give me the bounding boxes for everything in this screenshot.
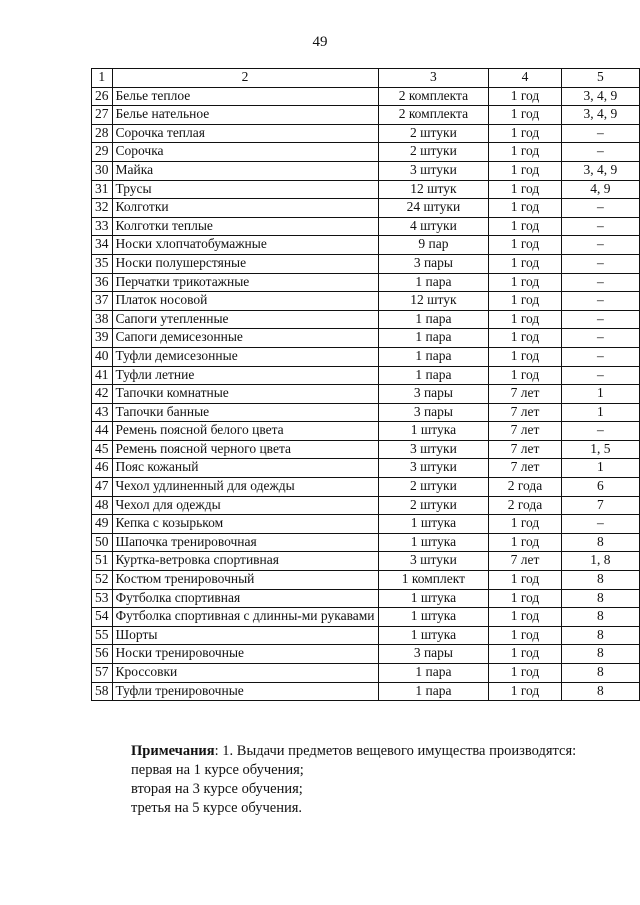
item-notes: – — [561, 422, 639, 441]
row-number: 37 — [92, 292, 113, 311]
item-quantity: 2 штуки — [378, 143, 489, 162]
item-quantity: 12 штук — [378, 180, 489, 199]
row-number: 51 — [92, 552, 113, 571]
item-name: Чехол для одежды — [112, 496, 378, 515]
item-notes: 1, 5 — [561, 440, 639, 459]
item-name: Тапочки банные — [112, 403, 378, 422]
row-number: 57 — [92, 664, 113, 683]
item-notes: – — [561, 329, 639, 348]
item-name: Футболка спортивная — [112, 589, 378, 608]
item-notes: 8 — [561, 626, 639, 645]
item-quantity: 1 пара — [378, 347, 489, 366]
wear-period: 1 год — [489, 124, 561, 143]
wear-period: 1 год — [489, 645, 561, 664]
row-number: 26 — [92, 87, 113, 106]
row-number: 42 — [92, 385, 113, 404]
item-notes: – — [561, 143, 639, 162]
wear-period: 7 лет — [489, 459, 561, 478]
item-name: Куртка-ветровка спортивная — [112, 552, 378, 571]
wear-period: 1 год — [489, 347, 561, 366]
clothing-allowance-table — [91, 68, 640, 701]
item-notes: – — [561, 217, 639, 236]
wear-period: 7 лет — [489, 422, 561, 441]
item-notes: 1 — [561, 459, 639, 478]
item-notes: 8 — [561, 664, 639, 683]
note-line: вторая на 3 курсе обучения; — [131, 781, 303, 797]
table-row — [92, 459, 640, 478]
notes-first-paragraph — [91, 742, 611, 761]
page-number: 49 — [312, 34, 328, 50]
item-name: Платок носовой — [112, 292, 378, 311]
row-number: 54 — [92, 608, 113, 627]
item-notes: – — [561, 254, 639, 273]
item-notes: – — [561, 310, 639, 329]
table-row — [92, 87, 640, 106]
item-name: Сорочка теплая — [112, 124, 378, 143]
item-notes: 1 — [561, 385, 639, 404]
item-name: Ремень поясной белого цвета — [112, 422, 378, 441]
wear-period: 1 год — [489, 254, 561, 273]
table-header-row — [92, 69, 640, 88]
item-quantity: 1 комплект — [378, 571, 489, 590]
item-name: Футболка спортивная с длинны-ми рукавами — [112, 608, 378, 627]
item-notes: 8 — [561, 589, 639, 608]
item-name: Трусы — [112, 180, 378, 199]
row-number: 32 — [92, 199, 113, 218]
item-name: Майка — [112, 161, 378, 180]
column-header: 2 — [112, 69, 378, 88]
notes-section — [91, 742, 611, 818]
item-notes: – — [561, 366, 639, 385]
item-quantity: 1 штука — [378, 422, 489, 441]
row-number: 30 — [92, 161, 113, 180]
wear-period: 1 год — [489, 217, 561, 236]
item-notes: – — [561, 515, 639, 534]
table-row — [92, 496, 640, 515]
wear-period: 1 год — [489, 626, 561, 645]
item-name: Носки полушерстяные — [112, 254, 378, 273]
item-name: Чехол удлиненный для одежды — [112, 478, 378, 497]
item-name: Ремень поясной черного цвета — [112, 440, 378, 459]
item-quantity: 3 штуки — [378, 440, 489, 459]
table-row — [92, 385, 640, 404]
item-name: Шорты — [112, 626, 378, 645]
item-name: Туфли летние — [112, 366, 378, 385]
wear-period: 2 года — [489, 478, 561, 497]
wear-period: 1 год — [489, 292, 561, 311]
note-line: третья на 5 курсе обучения. — [131, 800, 303, 816]
column-header: 4 — [489, 69, 561, 88]
item-quantity: 3 пары — [378, 645, 489, 664]
wear-period: 1 год — [489, 180, 561, 199]
row-number: 56 — [92, 645, 113, 664]
row-number: 46 — [92, 459, 113, 478]
item-quantity: 1 пара — [378, 366, 489, 385]
item-quantity: 1 пара — [378, 273, 489, 292]
row-number: 52 — [92, 571, 113, 590]
wear-period: 1 год — [489, 589, 561, 608]
item-name: Тапочки комнатные — [112, 385, 378, 404]
table-row — [92, 589, 640, 608]
item-quantity: 1 пара — [378, 664, 489, 683]
wear-period: 7 лет — [489, 552, 561, 571]
wear-period: 2 года — [489, 496, 561, 515]
row-number: 39 — [92, 329, 113, 348]
item-notes: – — [561, 124, 639, 143]
item-quantity: 1 штука — [378, 608, 489, 627]
item-quantity: 1 штука — [378, 515, 489, 534]
item-quantity: 2 комплекта — [378, 106, 489, 125]
table-row — [92, 124, 640, 143]
wear-period: 1 год — [489, 515, 561, 534]
item-quantity: 3 пары — [378, 385, 489, 404]
item-quantity: 2 штуки — [378, 124, 489, 143]
wear-period: 1 год — [489, 571, 561, 590]
note-line: первая на 1 курсе обучения; — [131, 762, 304, 778]
table-row — [92, 143, 640, 162]
item-name: Сапоги утепленные — [112, 310, 378, 329]
item-name: Костюм тренировочный — [112, 571, 378, 590]
wear-period: 1 год — [489, 161, 561, 180]
item-name: Белье нательное — [112, 106, 378, 125]
item-name: Туфли демисезонные — [112, 347, 378, 366]
row-number: 45 — [92, 440, 113, 459]
item-name: Туфли тренировочные — [112, 682, 378, 701]
item-quantity: 3 пары — [378, 403, 489, 422]
item-quantity: 4 штуки — [378, 217, 489, 236]
table-row — [92, 645, 640, 664]
row-number: 43 — [92, 403, 113, 422]
row-number: 36 — [92, 273, 113, 292]
row-number: 55 — [92, 626, 113, 645]
item-name: Кепка с козырьком — [112, 515, 378, 534]
row-number: 58 — [92, 682, 113, 701]
row-number: 34 — [92, 236, 113, 255]
row-number: 28 — [92, 124, 113, 143]
item-notes: 4, 9 — [561, 180, 639, 199]
wear-period: 1 год — [489, 143, 561, 162]
item-quantity: 1 штука — [378, 626, 489, 645]
item-notes: 3, 4, 9 — [561, 161, 639, 180]
item-quantity: 3 штуки — [378, 459, 489, 478]
row-number: 27 — [92, 106, 113, 125]
row-number: 29 — [92, 143, 113, 162]
table-row — [92, 217, 640, 236]
column-header: 3 — [378, 69, 489, 88]
table-row — [92, 515, 640, 534]
item-quantity: 9 пар — [378, 236, 489, 255]
item-notes: 8 — [561, 645, 639, 664]
item-name: Пояс кожаный — [112, 459, 378, 478]
row-number: 44 — [92, 422, 113, 441]
item-quantity: 1 штука — [378, 589, 489, 608]
table-row — [92, 682, 640, 701]
item-notes: 6 — [561, 478, 639, 497]
item-quantity: 2 комплекта — [378, 87, 489, 106]
item-quantity: 1 пара — [378, 329, 489, 348]
table-row — [92, 440, 640, 459]
table-row — [92, 664, 640, 683]
row-number: 33 — [92, 217, 113, 236]
item-name: Перчатки трикотажные — [112, 273, 378, 292]
item-notes: 8 — [561, 571, 639, 590]
item-quantity: 24 штуки — [378, 199, 489, 218]
wear-period: 1 год — [489, 608, 561, 627]
row-number: 50 — [92, 533, 113, 552]
item-name: Шапочка тренировочная — [112, 533, 378, 552]
item-notes: – — [561, 199, 639, 218]
table-row — [92, 608, 640, 627]
wear-period: 1 год — [489, 329, 561, 348]
row-number: 35 — [92, 254, 113, 273]
item-quantity: 3 штуки — [378, 552, 489, 571]
notes-intro: : 1. Выдачи предметов вещевого имущества производятся: — [214, 743, 577, 759]
item-quantity: 3 штуки — [378, 161, 489, 180]
column-header: 5 — [561, 69, 639, 88]
table-row — [92, 199, 640, 218]
table-row — [92, 310, 640, 329]
row-number: 40 — [92, 347, 113, 366]
wear-period: 1 год — [489, 366, 561, 385]
row-number: 49 — [92, 515, 113, 534]
table-row — [92, 347, 640, 366]
wear-period: 1 год — [489, 664, 561, 683]
row-number: 53 — [92, 589, 113, 608]
wear-period: 7 лет — [489, 403, 561, 422]
table-body — [92, 69, 640, 701]
table-row — [92, 236, 640, 255]
table-row — [92, 254, 640, 273]
wear-period: 1 год — [489, 199, 561, 218]
row-number: 38 — [92, 310, 113, 329]
item-quantity: 1 пара — [378, 310, 489, 329]
table-row — [92, 571, 640, 590]
item-quantity: 1 штука — [378, 533, 489, 552]
table-row — [92, 106, 640, 125]
wear-period: 1 год — [489, 106, 561, 125]
item-quantity: 2 штуки — [378, 478, 489, 497]
wear-period: 1 год — [489, 236, 561, 255]
row-number: 31 — [92, 180, 113, 199]
item-notes: – — [561, 236, 639, 255]
row-number: 41 — [92, 366, 113, 385]
table-row — [92, 533, 640, 552]
notes-label: Примечания — [131, 743, 215, 759]
item-name: Кроссовки — [112, 664, 378, 683]
item-notes: 1, 8 — [561, 552, 639, 571]
item-name: Колготки теплые — [112, 217, 378, 236]
table-row — [92, 626, 640, 645]
item-notes: 3, 4, 9 — [561, 106, 639, 125]
item-name: Белье теплое — [112, 87, 378, 106]
item-quantity: 3 пары — [378, 254, 489, 273]
item-quantity: 1 пара — [378, 682, 489, 701]
table-row — [92, 478, 640, 497]
wear-period: 7 лет — [489, 440, 561, 459]
wear-period: 1 год — [489, 273, 561, 292]
table-row — [92, 329, 640, 348]
wear-period: 1 год — [489, 310, 561, 329]
table-row — [92, 273, 640, 292]
table-row — [92, 552, 640, 571]
item-notes: 1 — [561, 403, 639, 422]
row-number: 48 — [92, 496, 113, 515]
item-notes: – — [561, 292, 639, 311]
item-name: Носки тренировочные — [112, 645, 378, 664]
table-row — [92, 161, 640, 180]
item-name: Носки хлопчатобумажные — [112, 236, 378, 255]
item-name: Колготки — [112, 199, 378, 218]
item-notes: 8 — [561, 682, 639, 701]
item-notes: – — [561, 273, 639, 292]
item-notes: 8 — [561, 608, 639, 627]
item-notes: – — [561, 347, 639, 366]
item-quantity: 12 штук — [378, 292, 489, 311]
table-row — [92, 403, 640, 422]
item-name: Сапоги демисезонные — [112, 329, 378, 348]
item-notes: 3, 4, 9 — [561, 87, 639, 106]
wear-period: 1 год — [489, 87, 561, 106]
wear-period: 1 год — [489, 533, 561, 552]
table-row — [92, 292, 640, 311]
item-quantity: 2 штуки — [378, 496, 489, 515]
column-header: 1 — [92, 69, 113, 88]
item-name: Сорочка — [112, 143, 378, 162]
wear-period: 1 год — [489, 682, 561, 701]
table-row — [92, 366, 640, 385]
item-notes: 8 — [561, 533, 639, 552]
table-row — [92, 422, 640, 441]
row-number: 47 — [92, 478, 113, 497]
item-notes: 7 — [561, 496, 639, 515]
wear-period: 7 лет — [489, 385, 561, 404]
table-row — [92, 180, 640, 199]
